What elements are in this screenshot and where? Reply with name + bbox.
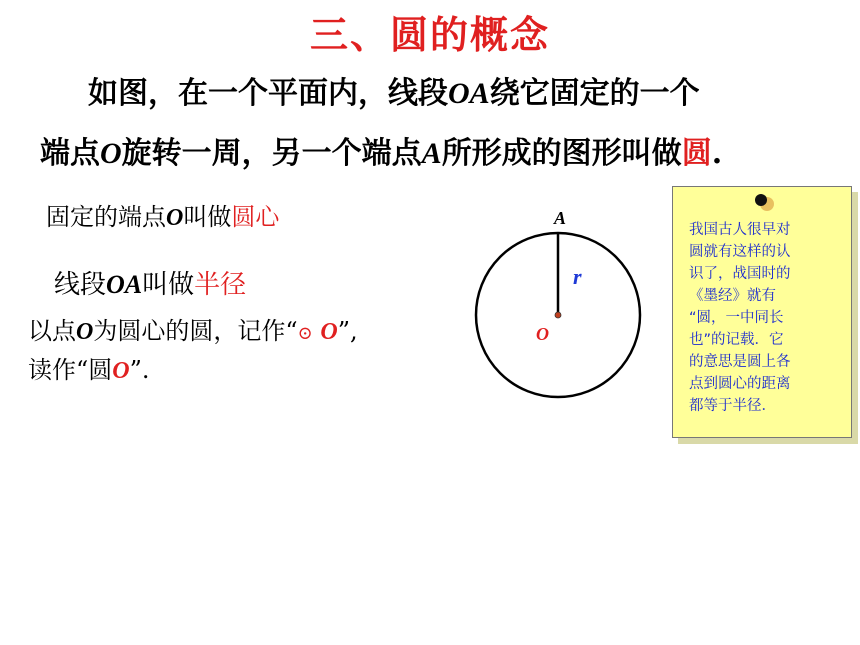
def-text: 线段 [54, 270, 107, 300]
def-text: ”. [129, 356, 150, 384]
def-text: 固定的端点 [46, 203, 166, 231]
reading-line [28, 352, 358, 390]
term-radius: 半径 [194, 270, 247, 300]
intro-period: . [711, 136, 723, 171]
point-o: O [320, 319, 338, 345]
radius-definition [54, 264, 246, 301]
intro-text: 如图，在一个平面内，线段 [88, 76, 448, 111]
notation-line [28, 313, 358, 352]
intro-text: 端点 [40, 136, 100, 171]
point-o: O [112, 358, 130, 384]
term-center: 圆心 [231, 203, 280, 231]
intro-text: 绕它固定的一个 [489, 76, 700, 111]
pin-icon [755, 194, 767, 206]
notation-definition [28, 313, 358, 390]
intro-text: 所形成的图形叫做 [441, 136, 682, 171]
segment-oa: OA [448, 77, 490, 110]
center-definition [46, 197, 279, 232]
label-r: r [573, 264, 582, 289]
point-o: O [100, 137, 122, 170]
label-o: O [536, 324, 549, 344]
def-text: ”, [337, 317, 358, 345]
circle-figure [470, 200, 650, 410]
label-a: A [554, 208, 567, 228]
point-o: O [166, 205, 184, 231]
def-text: 叫做 [183, 203, 232, 231]
intro-line-1 [88, 68, 700, 112]
note-text: 我国古人很早对 圆就有这样的认 识了，战国时的 《墨经》就有 “圆，一中同长 也”的记载．它 的意思是圆上各 点到圆心的距离 都等于半径． [689, 222, 791, 414]
def-text: 为圆心的圆，记作“ [93, 317, 298, 345]
def-text: 叫做 [142, 270, 195, 300]
def-text: 读作“圆 [28, 356, 113, 384]
def-text: 以点 [28, 317, 76, 345]
sticky-note [672, 186, 852, 438]
intro-line-2 [40, 128, 722, 172]
page-title: 三、圆的概念 [309, 12, 550, 57]
point-o: O [76, 319, 94, 345]
point-a: A [421, 137, 442, 170]
center-point [555, 312, 561, 318]
term-circle: 圆 [681, 136, 712, 171]
circle-symbol: ⊙ [297, 323, 313, 344]
intro-text: 旋转一周，另一个端点 [121, 136, 422, 171]
segment-oa: OA [106, 270, 143, 299]
